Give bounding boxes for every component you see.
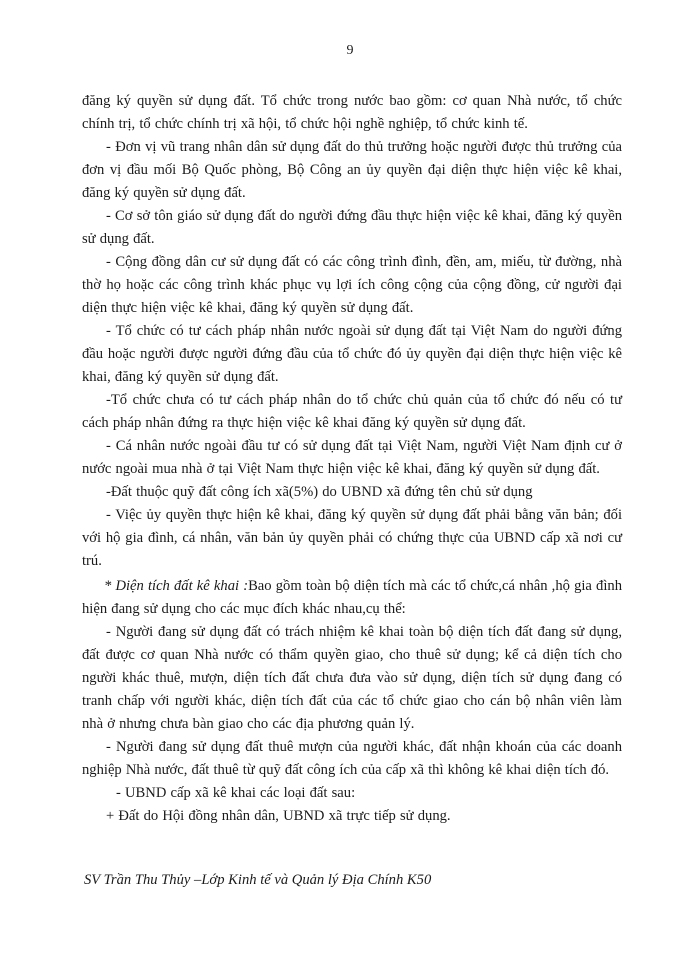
paragraph: - Cộng đồng dân cư sử dụng đất có các công trình đình, đền, am, miếu, từ đường, nhà thờ họ hoặc các công trình khác phục vụ lợi ích công cộng của cộng đồng, cử người đại diện thực hiện việc kê khai, đăng ký quyền sử dụng đất.	[82, 254, 622, 316]
paragraph: - UBND cấp xã kê khai các loại đất sau:	[116, 785, 356, 801]
paragraph: -Tổ chức chưa có tư cách pháp nhân do tổ chức chủ quản của tổ chức đó nếu có tư cách pháp nhân đứng ra thực hiện việc kê khai đăng ký quyền sử dụng đất.	[82, 392, 622, 431]
paragraph: - Người đang sử dụng đất thuê mượn của người khác, đất nhận khoán của các doanh nghiệp Nhà nước, đất thuê từ quỹ đất công ích của cấp xã thì không kê khai diện tích đó.	[82, 739, 622, 778]
paragraph: - Cá nhân nước ngoài đầu tư có sử dụng đất tại Việt Nam, người Việt Nam định cư ở nước ngoài mua nhà ở tại Việt Nam thực hiện việc kê khai, đăng ký quyền sử dụng đất.	[82, 438, 622, 477]
area-paragraph	[82, 575, 622, 621]
paragraph: + Đất do Hội đồng nhân dân, UBND xã trực tiếp sử dụng.	[106, 808, 451, 824]
paragraph: -Đất thuộc quỹ đất công ích xã(5%) do UBND xã đứng tên chủ sử dụng	[106, 484, 533, 500]
document-body	[82, 90, 622, 828]
paragraph: - Đơn vị vũ trang nhân dân sử dụng đất do thủ trưởng hoặc người được thủ trưởng của đơn vị đầu mối Bộ Quốc phòng, Bộ Công an ủy quyền đại diện thực hiện việc kê khai, đăng ký quyền sử dụng đất.	[82, 139, 622, 201]
footer: SV Trần Thu Thủy –Lớp Kinh tế và Quản lý Địa Chính K50	[84, 872, 432, 888]
area-heading: * Diện tích đất kê khai :	[104, 578, 249, 594]
paragraph: đăng ký quyền sử dụng đất. Tổ chức trong nước bao gồm: cơ quan Nhà nước, tổ chức chính trị, tổ chức chính trị xã hội, tổ chức hội nghề nghiệp, tổ chức kinh tế.	[82, 93, 622, 132]
paragraph: - Người đang sử dụng đất có trách nhiệm kê khai toàn bộ diện tích đất đang sử dụng, đất được cơ quan Nhà nước có thẩm quyền giao, cho thuê sử dụng; kể cả diện tích cho người khác thuê, mượn, diện tích đất chưa đưa vào sử dụng, diện tích sử dụng đang có tranh chấp với người khác, diện tích đất của các tổ chức giao cho cán bộ nhân viên làm nhà ở nhưng chưa bàn giao cho các địa phương quản lý.	[82, 624, 622, 732]
area-text: Bao gồm toàn bộ diện tích mà các tổ chức,cá nhân ,hộ gia đình hiện đang sử dụng cho các mục đích khác nhau,cụ thể:	[82, 578, 623, 617]
paragraph: - Tổ chức có tư cách pháp nhân nước ngoài sử dụng đất tại Việt Nam do người đứng đầu hoặc người được người đứng đầu của tổ chức đó ủy quyền đại diện thực hiện việc kê khai, đăng ký quyền sử dụng đất.	[82, 323, 622, 385]
paragraph: - Việc ủy quyền thực hiện kê khai, đăng ký quyền sử dụng đất phải bằng văn bản; đối với hộ gia đình, cá nhân, văn bản ủy quyền phải có chứng thực của UBND cấp xã nơi cư trú.	[82, 507, 622, 569]
paragraph: - Cơ sở tôn giáo sử dụng đất do người đứng đầu thực hiện việc kê khai, đăng ký quyền sử dụng đất.	[82, 208, 622, 247]
page-number: 9	[346, 43, 354, 58]
